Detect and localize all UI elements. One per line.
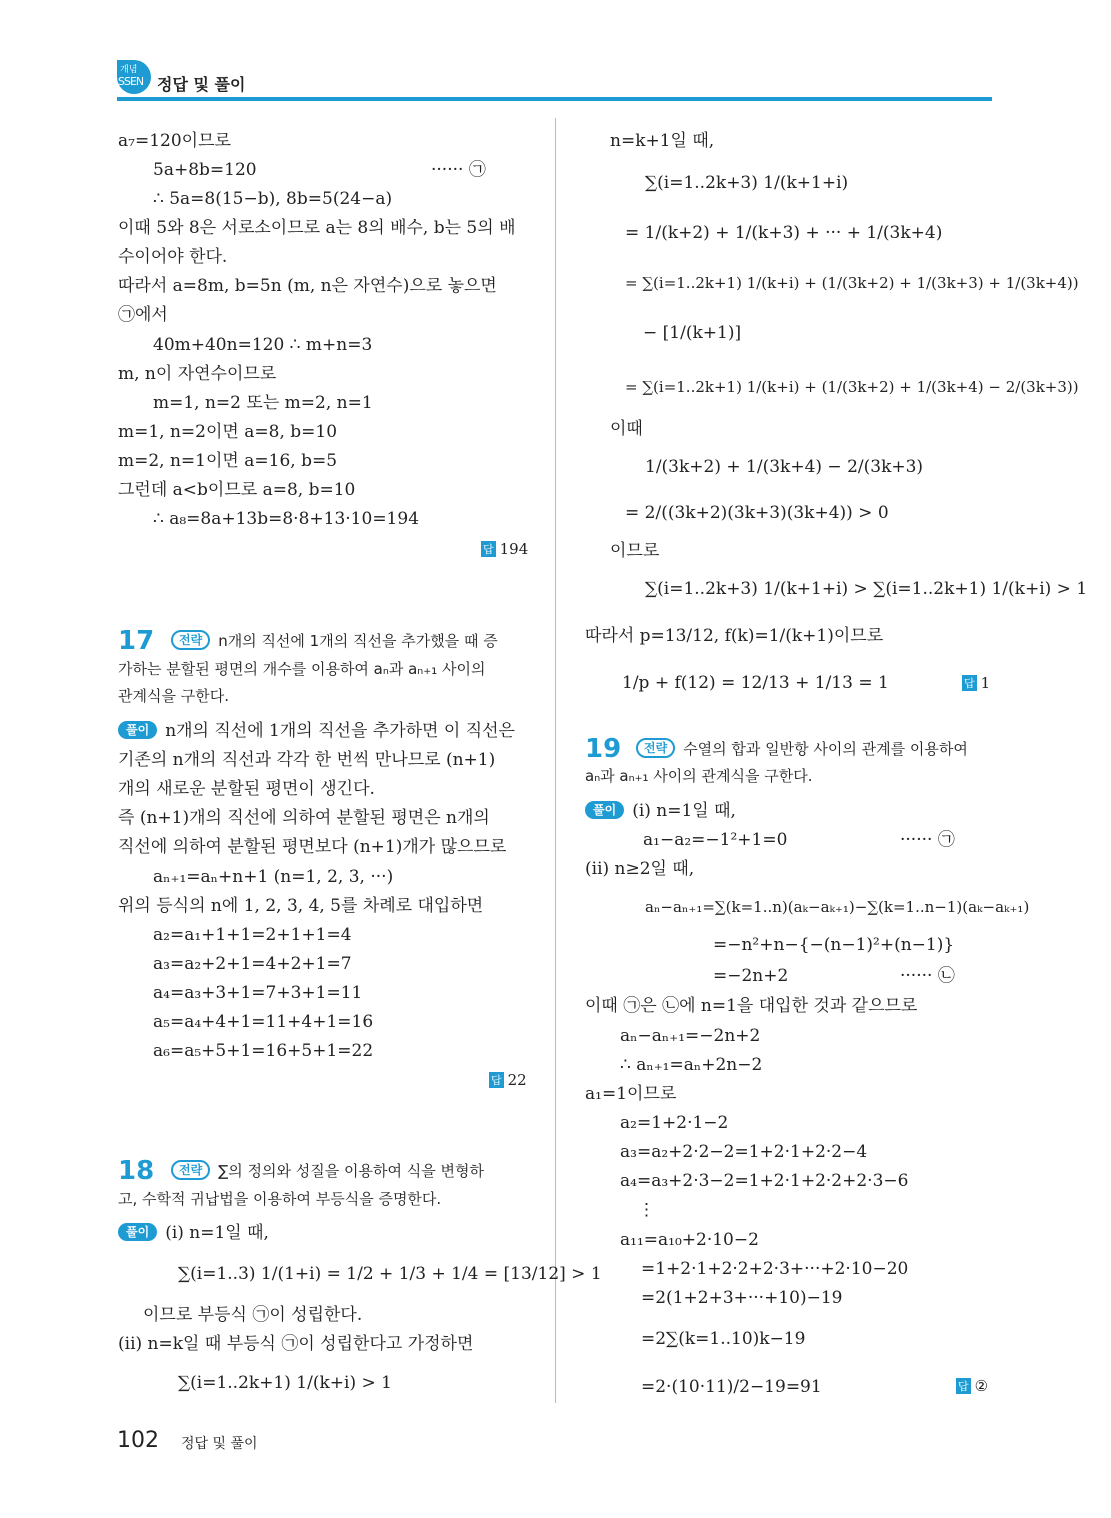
solution-text: a₆=a₅+5+1=16+5+1=22 bbox=[153, 1041, 374, 1061]
strategy-text: 수열의 합과 일반항 사이의 관계를 이용하여 bbox=[683, 740, 968, 758]
text-line: ∴ a₈=8a+13b=8·8+13·10=194 bbox=[153, 509, 420, 529]
strategy-text: n개의 직선에 1개의 직선을 추가했을 때 증 bbox=[218, 632, 498, 650]
answer-value: 22 bbox=[507, 1071, 527, 1089]
text-line: ∴ 5a=8(15−b), 8b=5(24−a) bbox=[153, 189, 393, 209]
equation-sum-n1 bbox=[178, 1252, 602, 1296]
strategy-line bbox=[171, 1160, 484, 1182]
equation-line: 1/p + f(12) = 12/13 + 1/13 = 1 bbox=[622, 673, 889, 693]
column-divider bbox=[555, 118, 556, 1403]
solution-text: 기존의 n개의 직선과 각각 한 번씩 만나므로 (n+1) bbox=[118, 750, 496, 770]
equation-tag: ······ ㉠ bbox=[900, 830, 955, 850]
text-line: 수이어야 한다. bbox=[118, 247, 228, 267]
page-number: 102 bbox=[117, 1428, 159, 1453]
solution-line bbox=[118, 720, 515, 742]
solution-badge: 풀이 bbox=[118, 721, 157, 739]
problem-number-17: 17 bbox=[118, 626, 155, 656]
strategy-text: aₙ과 aₙ₊₁ 사이의 관계식을 구한다. bbox=[585, 767, 813, 785]
text-line: m=2, n=1이면 a=16, b=5 bbox=[118, 451, 338, 471]
answer-value: 1 bbox=[980, 674, 991, 692]
equation-hypothesis: ∑(i=1..2k+1) 1/(k+i) > 1 bbox=[178, 1373, 392, 1393]
answer-18 bbox=[962, 674, 990, 692]
equation-tag: ······ ㉡ bbox=[900, 966, 955, 986]
equation-line: a₁−a₂=−1²+1=0 bbox=[643, 830, 788, 850]
logo-bottom-text: SSEN bbox=[118, 75, 144, 88]
answer-19 bbox=[956, 1377, 988, 1395]
solution-text: a₂=a₁+1+1=2+1+1=4 bbox=[153, 925, 352, 945]
solution-text: aₙ₊₁=aₙ+n+1 (n=1, 2, 3, ···) bbox=[153, 867, 394, 887]
solution-text: 이때 ㉠은 ㉡에 n=1을 대입한 것과 같으므로 bbox=[585, 996, 918, 1016]
solution-text: a₁=1이므로 bbox=[585, 1084, 677, 1104]
equation-line-boxed: − [1/(k+1)] bbox=[643, 323, 742, 343]
text-line: m, n이 자연수이므로 bbox=[118, 364, 277, 384]
text-line: a₇=120이므로 bbox=[118, 131, 231, 151]
text-line: m=1, n=2이면 a=8, b=10 bbox=[118, 422, 338, 442]
solution-text: a₃=a₂+2+1=4+2+1=7 bbox=[153, 954, 352, 974]
answer-value: 194 bbox=[499, 540, 529, 558]
solution-text: n=k+1일 때, bbox=[610, 131, 715, 151]
text-line: 그런데 a<b이므로 a=8, b=10 bbox=[118, 480, 356, 500]
logo-top-text: 개념 bbox=[120, 65, 138, 75]
solution-badge: 풀이 bbox=[585, 801, 624, 819]
strategy-text: ∑의 정의와 성질을 이용하여 식을 변형하 bbox=[218, 1162, 484, 1180]
strategy-badge: 전략 bbox=[171, 1160, 210, 1180]
strategy-badge: 전략 bbox=[171, 630, 210, 650]
strategy-badge: 전략 bbox=[636, 738, 675, 758]
strategy-line bbox=[171, 630, 498, 652]
solution-text: n개의 직선에 1개의 직선을 추가하면 이 직선은 bbox=[165, 721, 515, 741]
header-rule bbox=[117, 97, 992, 101]
solution-line bbox=[118, 1222, 269, 1244]
strategy-text: 가하는 분할된 평면의 개수를 이용하여 aₙ과 aₙ₊₁ 사이의 bbox=[118, 660, 486, 678]
ssen-logo bbox=[117, 60, 151, 94]
problem-number-19: 19 bbox=[585, 734, 622, 764]
solution-text: 이므로 부등식 ㉠이 성립한다. bbox=[143, 1305, 363, 1325]
equation-line: = 2/((3k+2)(3k+3)(3k+4)) > 0 bbox=[625, 503, 889, 523]
equation-line: =2(1+2+3+···+10)−19 bbox=[641, 1288, 843, 1308]
solution-text: (ii) n≥2일 때, bbox=[585, 859, 695, 879]
equation-line: ∑(i=1..2k+3) 1/(k+1+i) bbox=[645, 173, 849, 193]
answer-label: 답 bbox=[958, 1380, 969, 1393]
text-line: 5a+8b=120 bbox=[153, 160, 257, 180]
equation-line: =2·(10·11)/2−19=91 bbox=[641, 1377, 822, 1397]
solution-text: 즉 (n+1)개의 직선에 의하여 분할된 평면은 n개의 bbox=[118, 808, 490, 828]
solution-text: 따라서 p=13/12, f(k)=1/(k+1)이므로 bbox=[585, 626, 884, 646]
answer-label: 답 bbox=[483, 543, 494, 556]
text-line: 40m+40n=120 ∴ m+n=3 bbox=[153, 335, 373, 355]
solution-text: 직선에 의하여 분할된 평면보다 (n+1)개가 많으므로 bbox=[118, 837, 507, 857]
equation-line: =2∑(k=1..10)k−19 bbox=[641, 1329, 806, 1349]
equation-line: aₙ−aₙ₊₁=∑(k=1..n)(aₖ−aₖ₊₁)−∑(k=1..n−1)(aₖ−aₖ₊₁) bbox=[645, 898, 1030, 916]
solution-text: 개의 새로운 분할된 평면이 생긴다. bbox=[118, 779, 375, 799]
equation-line: =−n²+n−{−(n−1)²+(n−1)} bbox=[713, 935, 955, 955]
equation-line: = ∑(i=1..2k+1) 1/(k+i) + (1/(3k+2) + 1/(3k+3) + 1/(3k+4)) bbox=[625, 274, 1079, 292]
solution-line bbox=[585, 800, 736, 822]
equation-line: = ∑(i=1..2k+1) 1/(k+i) + (1/(3k+2) + 1/(3k+4) − 2/(3k+3)) bbox=[625, 378, 1079, 396]
answer-label: 답 bbox=[491, 1074, 502, 1087]
footer-title: 정답 및 풀이 bbox=[181, 1436, 258, 1452]
strategy-text: 관계식을 구한다. bbox=[118, 687, 229, 705]
answer-16 bbox=[481, 540, 528, 558]
strategy-text: 고, 수학적 귀납법을 이용하여 부등식을 증명한다. bbox=[118, 1190, 442, 1208]
text-line: 이때 5와 8은 서로소이므로 a는 8의 배수, b는 5의 배 bbox=[118, 218, 516, 238]
solution-text: 이므로 bbox=[610, 541, 660, 561]
equation-line: aₙ−aₙ₊₁=−2n+2 bbox=[620, 1026, 761, 1046]
solution-text: 위의 등식의 n에 1, 2, 3, 4, 5를 차례로 대입하면 bbox=[118, 896, 484, 916]
text-line: ㉠에서 bbox=[118, 305, 168, 325]
solution-badge: 풀이 bbox=[118, 1223, 157, 1241]
answer-17 bbox=[489, 1071, 527, 1089]
solution-text: (ii) n=k일 때 부등식 ㉠이 성립한다고 가정하면 bbox=[118, 1334, 474, 1354]
equation-line: ∑(i=1..2k+3) 1/(k+1+i) > ∑(i=1..2k+1) 1/(k+i) > 1 bbox=[645, 579, 1088, 599]
strategy-line bbox=[636, 738, 968, 760]
equation-line: a₃=a₂+2·2−2=1+2·1+2·2−4 bbox=[620, 1142, 868, 1162]
page-header-title: 정답 및 풀이 bbox=[157, 75, 246, 94]
equation-line: =1+2·1+2·2+2·3+···+2·10−20 bbox=[641, 1259, 909, 1279]
equation-line: a₁₁=a₁₀+2·10−2 bbox=[620, 1230, 759, 1250]
equation-line: ∴ aₙ₊₁=aₙ+2n−2 bbox=[620, 1055, 763, 1075]
equation-line: 1/(3k+2) + 1/(3k+4) − 2/(3k+3) bbox=[645, 457, 924, 477]
vertical-ellipsis: ⋮ bbox=[638, 1200, 655, 1220]
problem-number-18: 18 bbox=[118, 1156, 155, 1186]
solution-text: 이때 bbox=[610, 419, 643, 439]
answer-label: 답 bbox=[964, 677, 975, 690]
solution-text: (i) n=1일 때, bbox=[165, 1223, 269, 1243]
solution-text: a₅=a₄+4+1=11+4+1=16 bbox=[153, 1012, 374, 1032]
answer-value: ② bbox=[974, 1377, 989, 1395]
equation-text: ∑(i=1..3) 1/(1+i) = 1/2 + 1/3 + 1/4 = [13/12] > 1 bbox=[178, 1264, 602, 1284]
equation-tag: ······ ㉠ bbox=[431, 160, 486, 180]
text-line: 따라서 a=8m, b=5n (m, n은 자연수)으로 놓으면 bbox=[118, 276, 497, 296]
text-line: m=1, n=2 또는 m=2, n=1 bbox=[153, 393, 373, 413]
solution-text: (i) n=1일 때, bbox=[632, 801, 736, 821]
equation-line: a₂=1+2·1−2 bbox=[620, 1113, 729, 1133]
equation-line: =−2n+2 bbox=[713, 966, 789, 986]
solution-text: a₄=a₃+3+1=7+3+1=11 bbox=[153, 983, 363, 1003]
equation-line: = 1/(k+2) + 1/(k+3) + ··· + 1/(3k+4) bbox=[625, 223, 943, 243]
equation-line: a₄=a₃+2·3−2=1+2·1+2·2+2·3−6 bbox=[620, 1171, 909, 1191]
